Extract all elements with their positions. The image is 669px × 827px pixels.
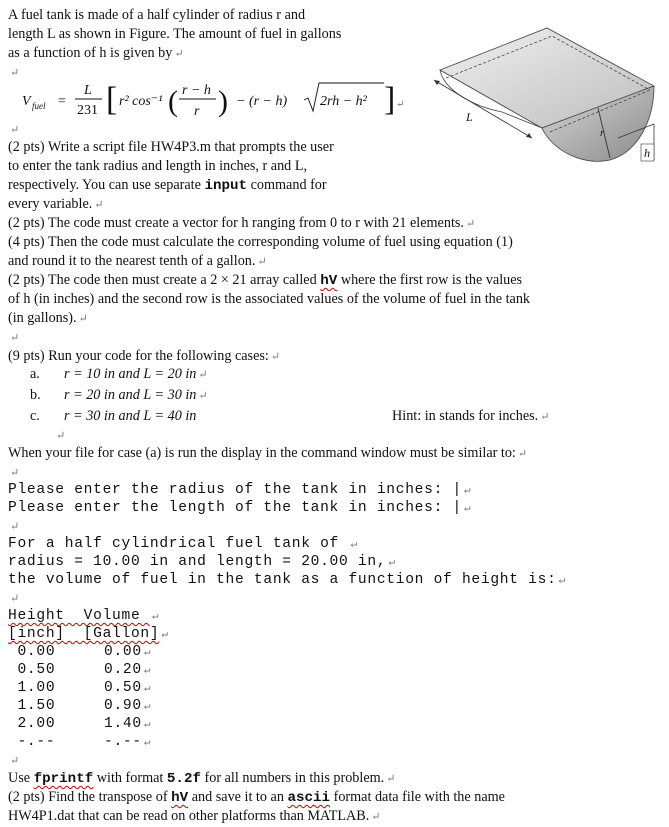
blank-mark: ↵ [10,123,20,136]
eq-lhs: V [22,94,31,109]
table-row: 1.50 0.90 ↵ [8,698,152,714]
case-c-label: c. [30,408,40,424]
console-table-header-2: [inch] [Gallon] ↵ [8,626,169,642]
blank-mark: ↵ [10,66,20,79]
eq-term2: − (r − h) [236,94,288,109]
task-3-line-1: (4 pts) Then the code must calculate the corresponding volume of fuel using equation (1) [8,234,513,250]
eq-lhs-sub: fuel [32,101,46,111]
eq-den: 231 [77,103,98,118]
code-hV: hV [320,273,338,289]
eq-bracket-right: ] [384,81,396,118]
case-a: r = 10 in and L = 20 in ↵ [64,366,208,382]
hint: Hint: in stands for inches. ↵ [392,408,550,424]
console-output-1: For a half cylindrical fuel tank of ↵ [8,536,358,552]
footer-line-1: Use fprintf with format 5.2f for all numbers in this problem. ↵ [8,770,396,787]
task-1-line-2: to enter the tank radius and length in inches, r and L, [8,158,308,174]
intro-line-2: length L as shown in Figure. The amount of fuel in gallons [8,26,342,42]
console-prompt-length: Please enter the length of the tank in inches: | ↵ [8,500,472,516]
label-r: r [600,127,605,139]
case-a-label: a. [30,366,40,382]
task-4-line-1: (2 pts) The code then must create a 2 × 21 array called hV where the first row is the values [8,272,523,289]
table-row: 2.00 1.40 ↵ [8,716,152,732]
display-intro: When your file for case (a) is run the display in the command window must be similar to: ↵ [8,445,528,461]
code-format: 5.2f [166,771,201,787]
console-table-header-1: Height Volume ↵ [8,608,160,624]
half-cylinder-tank-figure [432,20,664,180]
eq-frac-num: r − h [182,83,211,98]
eq-num: L [84,83,92,98]
intro-line-3: as a function of h is given by ↵ [8,45,184,61]
code-hV-2: hV [171,790,189,806]
task-2: (2 pts) The code must create a vector for h ranging from 0 to r with 21 elements. ↵ [8,215,476,231]
blank-mark: ↵ [10,466,20,479]
case-b: r = 20 in and L = 30 in ↵ [64,387,208,403]
code-input: input [204,178,248,194]
table-row: -.-- -.-- ↵ [8,734,152,750]
label-h: h [644,146,650,160]
console-output-2: radius = 10.00 in and length = 20.00 in, ↵ [8,554,396,570]
case-b-label: b. [30,387,41,403]
task-3-line-2: and round it to the nearest tenth of a gallon. ↵ [8,253,267,269]
eq-paren-left: ( [168,85,178,118]
eq-pilcrow: ↵ [396,99,405,110]
console-prompt-radius: Please enter the radius of the tank in inches: | ↵ [8,482,472,498]
task-1-line-4: every variable. ↵ [8,196,104,212]
eq-bracket-left: [ [106,81,118,118]
eq-term1: r² cos⁻¹ [119,94,163,109]
console-output-3: the volume of fuel in the tank as a function of height is: ↵ [8,572,566,588]
case-c: r = 30 in and L = 40 in [64,408,197,424]
eq-equals: = [58,94,66,109]
blank-mark: ↵ [56,429,66,442]
table-row: 1.00 0.50 ↵ [8,680,152,696]
blank-mark: ↵ [10,520,20,533]
table-row: 0.00 0.00 ↵ [8,644,152,660]
label-L: L [466,110,473,124]
task-1-line-3: respectively. You can use separate input command for [8,177,327,194]
task-4-line-2: of h (in inches) and the second row is the associated values of the volume of fuel in the tank [8,291,531,307]
blank-mark: ↵ [10,331,20,344]
task-4-line-3: (in gallons). ↵ [8,310,88,326]
fuel-volume-equation [22,78,405,122]
eq-paren-right: ) [218,85,228,118]
blank-mark: ↵ [10,754,20,767]
eq-frac-den: r [194,104,200,119]
footer-line-2: (2 pts) Find the transpose of hV and save it to an ascii format data file with the name [8,789,505,806]
code-ascii: ascii [287,790,331,806]
blank-mark: ↵ [10,592,20,605]
intro-line-1: A fuel tank is made of a half cylinder of radius r and [8,7,306,23]
code-fprintf: fprintf [33,771,94,787]
table-row: 0.50 0.20 ↵ [8,662,152,678]
task-1-line-1: (2 pts) Write a script file HW4P3.m that prompts the user [8,139,334,155]
cases-header: (9 pts) Run your code for the following cases: ↵ [8,348,281,364]
footer-line-3: HW4P1.dat that can be read on other platforms than MATLAB. ↵ [8,808,381,824]
eq-sqrt-body: 2rh − h² [320,94,367,109]
